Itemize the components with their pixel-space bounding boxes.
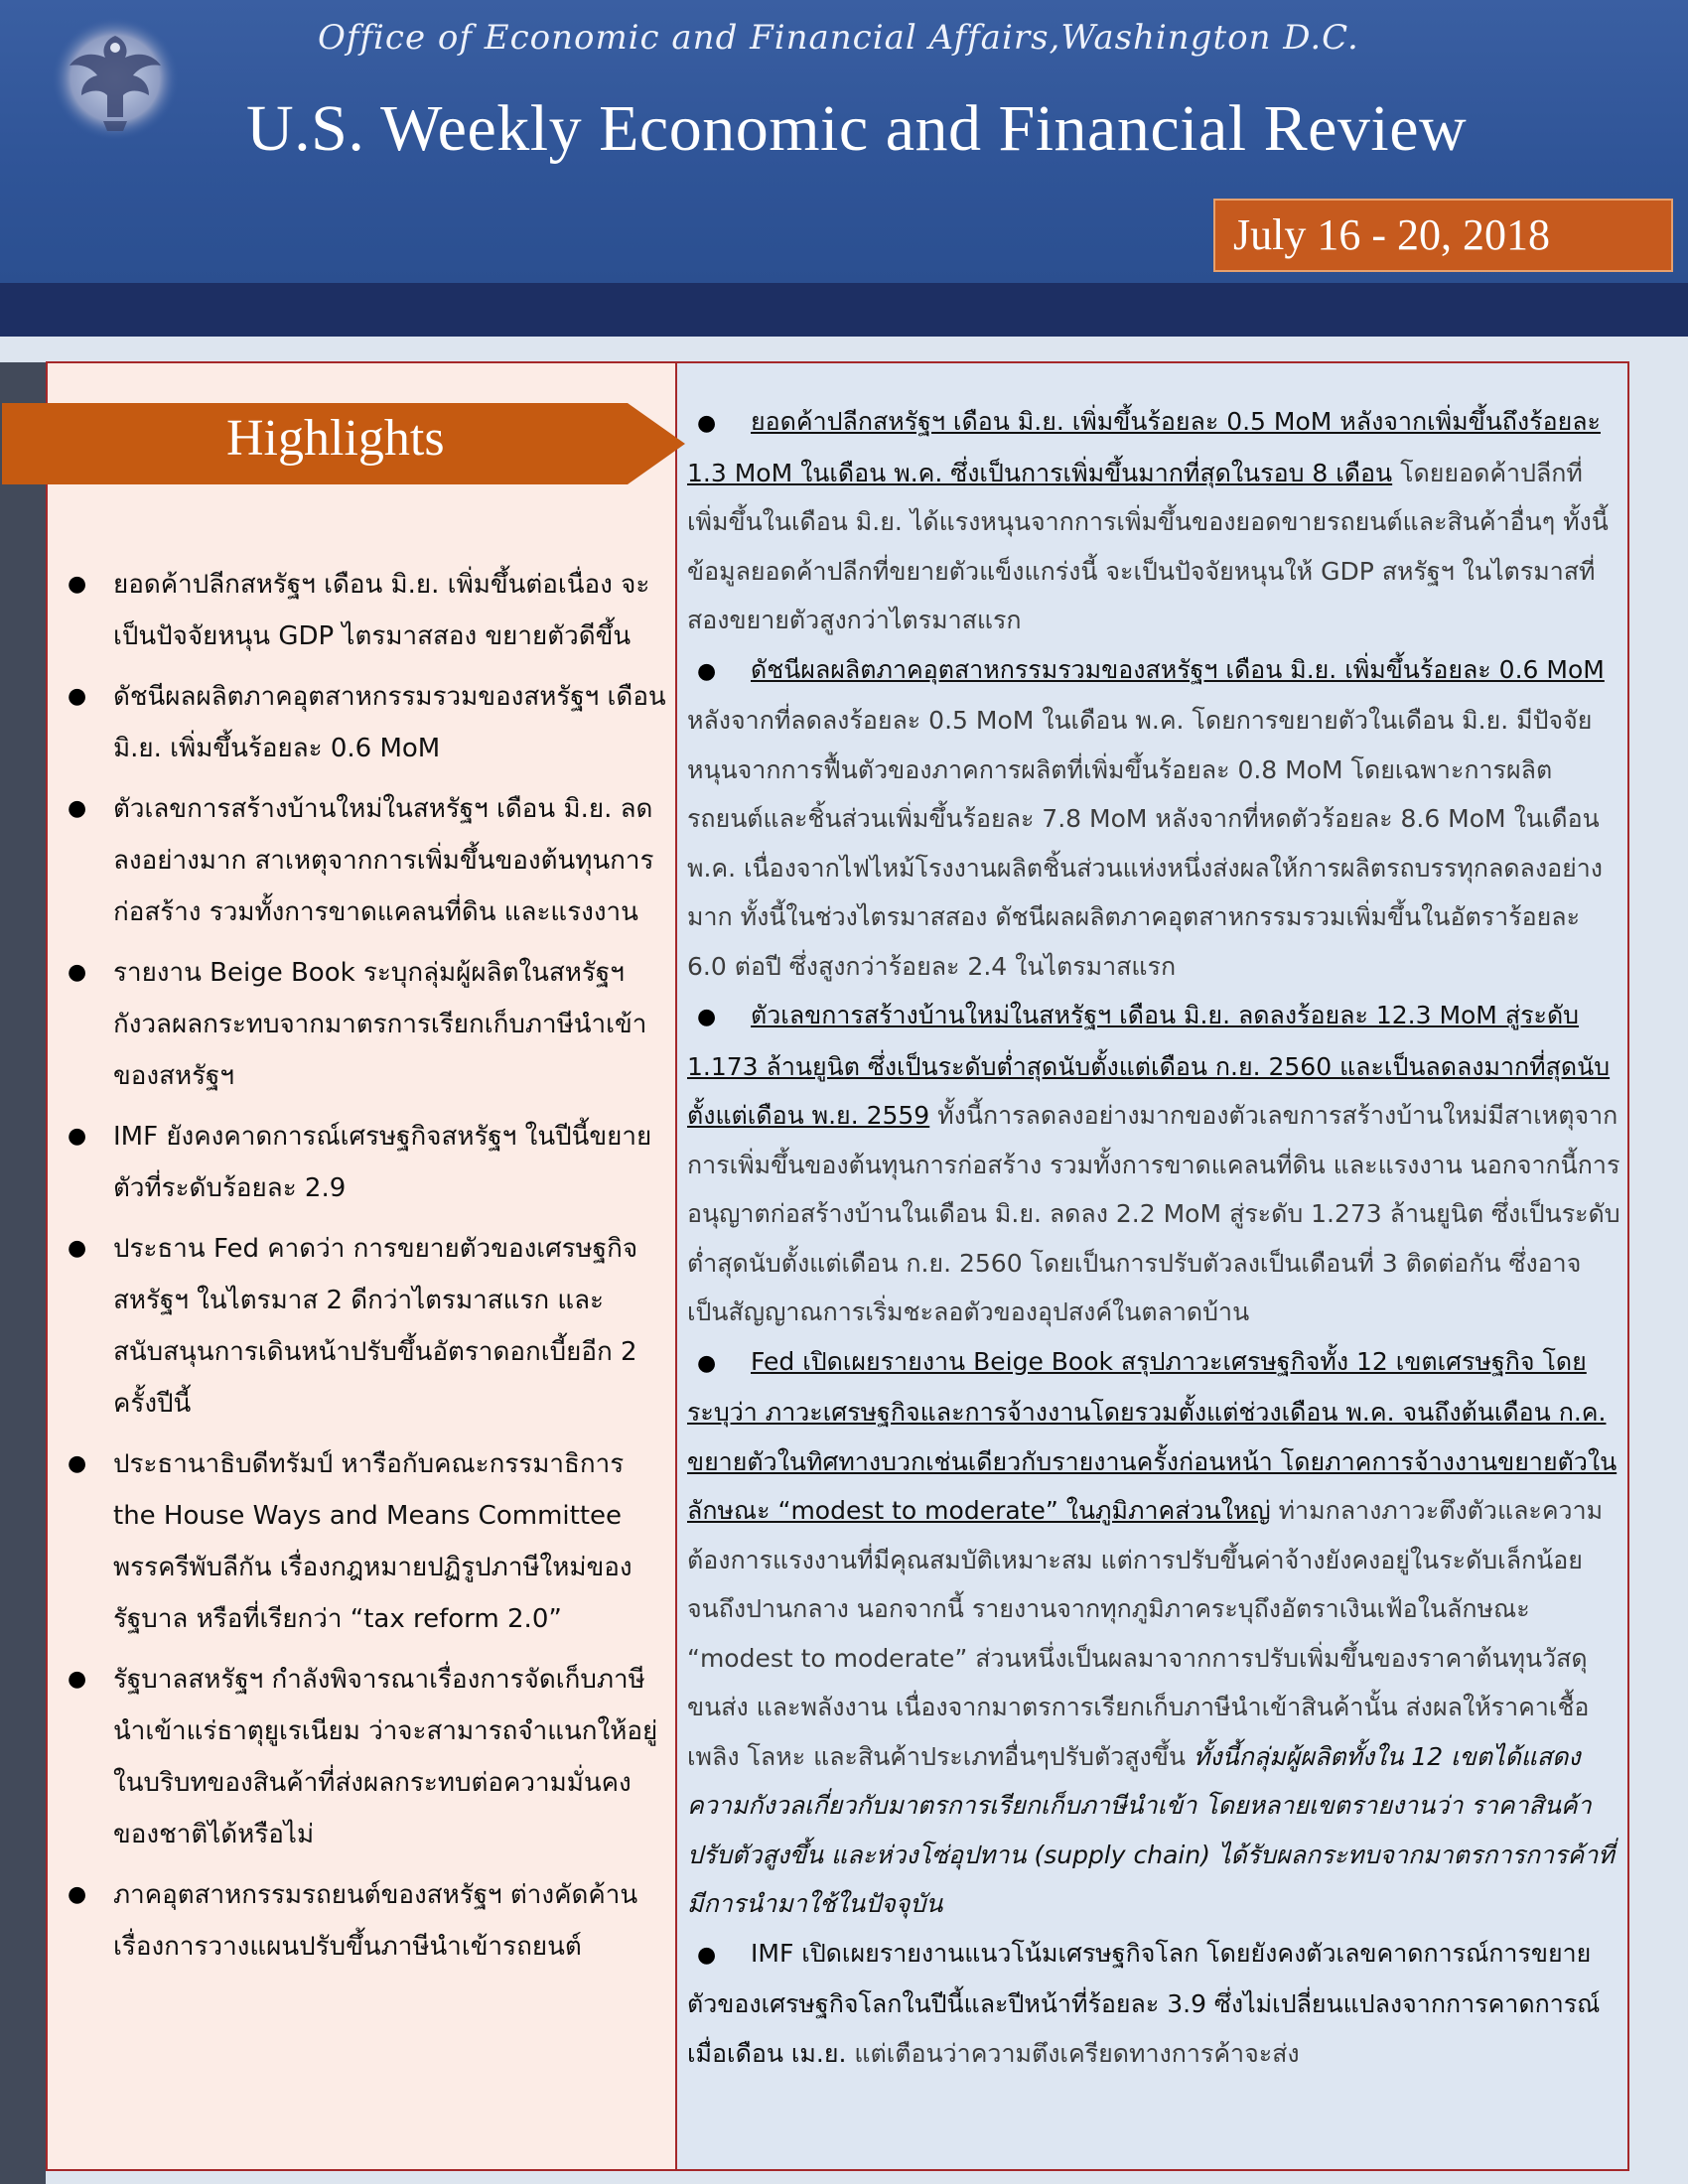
highlights-list — [62, 559, 667, 1981]
highlights-title: Highlights — [226, 410, 445, 467]
report-title: U.S. Weekly Economic and Financial Review — [246, 92, 1468, 165]
report-date: July 16 - 20, 2018 — [1213, 199, 1673, 272]
paragraph-retail-sales — [687, 397, 1620, 645]
bullet-icon: ● — [697, 411, 717, 436]
highlight-item: ● รัฐบาลสหรัฐฯ กำลังพิจารณาเรื่องการจัดเก็บภาษีนำเข้าแร่ธาตุยูเรเนียม ว่าจะสามารถจำแนกให้อยู่ในบริบทของสินค้าที่ส่งผลกระทบต่อความมั่นคงของชาติได้หรือไม่ — [62, 1654, 667, 1860]
paragraph-text: แต่เตือนว่าความตึงเครียดทางการค้าจะส่ง — [846, 2038, 1300, 2068]
highlight-item: ● ประธาน Fed คาดว่า การขยายตัวของเศรษฐกิจสหรัฐฯ ในไตรมาส 2 ดีกว่าไตรมาสแรก และสนับสนุนการเดินหน้าปรับขึ้นอัตราดอกเบี้ยอีก 2 ครั้งปีนี้ — [62, 1223, 667, 1430]
paragraph-text: ทั้งนี้การลดลงอย่างมากของตัวเลขการสร้างบ้านใหม่มีสาเหตุจากการเพิ่มขึ้นของต้นทุนการก่อสร้าง รวมทั้งการขาดแคลนที่ดิน และแรงงาน นอกจากนี้การอนุญาตก่อสร้างบ้านในเดือน มิ.ย. ลดลง 2.2 MoM สู่ระดับ 1.273 ล้านยูนิต ซึ่งเป็นระดับต่ำสุดนับตั้งแต่เดือน ก.ย. 2560 โดยเป็นการปรับตัวลงเป็นเดือนที่ 3 ติดต่อกัน ซึ่งอาจเป็นสัญญาณการเริ่มชะลอตัวของอุปสงค์ในตลาดบ้าน — [687, 1101, 1620, 1326]
paragraph-beige-book — [687, 1337, 1620, 1929]
paragraph-housing-starts — [687, 991, 1620, 1337]
highlight-item: ● ดัชนีผลผลิตภาคอุตสาหกรรมรวมของสหรัฐฯ เดือน มิ.ย. เพิ่มขึ้นร้อยละ 0.6 MoM — [62, 671, 667, 774]
bullet-icon: ● — [697, 1005, 717, 1029]
paragraph-text: หลังจากที่ลดลงร้อยละ 0.5 MoM ในเดือน พ.ค. โดยการขยายตัวในเดือน มิ.ย. มีปัจจัยหนุนจากการฟื้นตัวของภาคการผลิตที่เพิ่มขึ้นร้อยละ 0.8 MoM โดยเฉพาะการผลิตรถยนต์และชิ้นส่วนเพิ่มขึ้นร้อยละ 7.8 MoM หลังจากที่หดตัวร้อยละ 8.6 MoM ในเดือน พ.ค. เนื่องจากไฟไหม้โรงงานผลิตชิ้นส่วนแห่งหนึ่งส่งผลให้การผลิตรถบรรทุกลดลงอย่างมาก ทั้งนี้ในช่วงไตรมาสสอง ดัชนีผลผลิตภาคอุตสาหกรรมรวมเพิ่มขึ้นในอัตราร้อยละ 6.0 ต่อปี ซึ่งสูงกว่าร้อยละ 2.4 ในไตรมาสแรก — [687, 706, 1603, 981]
bullet-icon: ● — [697, 1350, 717, 1376]
header-divider-bar — [0, 283, 1688, 337]
highlight-item: ● รายงาน Beige Book ระบุกลุ่มผู้ผลิตในสหรัฐฯ กังวลผลกระทบจากมาตรการเรียกเก็บภาษีนำเข้าของสหรัฐฯ — [62, 947, 667, 1102]
eagle-seal-icon — [48, 14, 183, 143]
paragraph-text: ท่ามกลางภาวะตึงตัวและความต้องการแรงงานที่มีคุณสมบัติเหมาะสม แต่การปรับขึ้นค่าจ้างยังคงอยู่ในระดับเล็กน้อยจนถึงปานกลาง นอกจากนี้ รายงานจากทุกภูมิภาคระบุถึงอัตราเงินเฟ้อในลักษณะ “modest to moderate” ส่วนหนึ่งเป็นผลมาจากการปรับเพิ่มขึ้นของราคาต้นทุนวัสดุ ขนส่ง และพลังงาน เนื่องจากมาตรการเรียกเก็บภาษีนำเข้าสินค้านั้น ส่งผลให้ราคาเชื้อเพลิง โลหะ และสินค้าประเภทอื่นๆปรับตัวสูงขึ้น — [687, 1496, 1604, 1771]
highlight-item: ● ประธานาธิบดีทรัมป์ หารือกับคณะกรรมาธิการ the House Ways and Means Committee พรรครีพับลีกัน เรื่องกฎหมายปฏิรูปภาษีใหม่ของรัฐบาล หรือที่เรียกว่า “tax reform 2.0” — [62, 1438, 667, 1645]
paragraph-industrial-production — [687, 645, 1620, 992]
highlight-item: ● ยอดค้าปลีกสหรัฐฯ เดือน มิ.ย. เพิ่มขึ้นต่อเนื่อง จะเป็นปัจจัยหนุน GDP ไตรมาสสอง ขยายตัวดีขึ้น — [62, 559, 667, 662]
paragraph-imf-outlook — [687, 1929, 1620, 2079]
office-name: Office of Economic and Financial Affairs,Washington D.C. — [318, 18, 1359, 58]
report-header — [0, 0, 1688, 283]
bullet-icon: ● — [697, 658, 717, 684]
paragraph-lead: Fed เปิดเผยรายงาน Beige Book สรุปภาวะเศรษฐกิจทั้ง 12 เขตเศรษฐกิจ โดยระบุว่า ภาวะเศรษฐกิจและการจ้างงานโดยรวมตั้งแต่ช่วงเดือน พ.ค. จนถึงต้นเดือน ก.ค. ขยายตัวในทิศทางบวกเช่นเดียวกับรายงานครั้งก่อนหน้า โดยภาคการจ้างงานขยายตัวในลักษณะ “modest to moderate” ในภูมิภาคส่วนใหญ่ — [687, 1346, 1618, 1525]
highlights-panel — [48, 363, 677, 2169]
paragraph-lead: IMF เปิดเผยรายงานแนวโน้มเศรษฐกิจโลก โดยยังคงตัวเลขคาดการณ์การขยายตัวของเศรษฐกิจโลกในปีนี้และปีหน้าที่ร้อยละ 3.9 ซึ่งไม่เปลี่ยนแปลงจากการคาดการณ์เมื่อเดือน เม.ย. — [687, 1938, 1601, 2068]
bullet-icon: ● — [697, 1942, 717, 1968]
left-margin-strip — [0, 362, 46, 2184]
article-body — [687, 397, 1620, 2078]
highlight-item: ● ภาคอุตสาหกรรมรถยนต์ของสหรัฐฯ ต่างคัดค้านเรื่องการวางแผนปรับขึ้นภาษีนำเข้ารถยนต์ — [62, 1869, 667, 1973]
content-frame — [46, 361, 1629, 2171]
paragraph-lead: ดัชนีผลผลิตภาคอุตสาหกรรมรวมของสหรัฐฯ เดือน มิ.ย. เพิ่มขึ้นร้อยละ 0.6 MoM — [751, 654, 1605, 684]
paragraph-lead: ยอดค้าปลีกสหรัฐฯ เดือน มิ.ย. เพิ่มขึ้นร้อยละ 0.5 MoM หลังจากเพิ่มขึ้นถึงร้อยละ 1.3 MoM ในเดือน พ.ค. ซึ่งเป็นการเพิ่มขึ้นมากที่สุดในรอบ 8 เดือน — [687, 407, 1601, 487]
highlight-item: ● ตัวเลขการสร้างบ้านใหม่ในสหรัฐฯ เดือน มิ.ย. ลดลงอย่างมาก สาเหตุจากการเพิ่มขึ้นของต้นทุนการก่อสร้าง รวมทั้งการขาดแคลนที่ดิน และแรงงาน — [62, 783, 667, 938]
paragraph-text: โดยยอดค้าปลีกที่เพิ่มขึ้นในเดือน มิ.ย. ได้แรงหนุนจากการเพิ่มขึ้นของยอดขายรถยนต์และสินค้าอื่นๆ ทั้งนี้ข้อมูลยอดค้าปลีกที่ขยายตัวแข็งแกร่งนี้ จะเป็นปัจจัยหนุนให้ GDP สหรัฐฯ ในไตรมาสที่สองขยายตัวสูงกว่าไตรมาสแรก — [687, 458, 1609, 634]
paragraph-italic-text: ทั้งนี้กลุ่มผู้ผลิตทั้งใน 12 เขตได้แสดงความกังวลเกี่ยวกับมาตรการเรียกเก็บภาษีนำเข้า โดยหลายเขตรายงานว่า ราคาสินค้าปรับตัวสูงขึ้น และห่วงโซ่อุปทาน (supply chain) ได้รับผลกระทบจากมาตรการการค้าที่มีการนำมาใช้ในปัจจุบัน — [687, 1741, 1615, 1918]
paragraph-lead: ตัวเลขการสร้างบ้านใหม่ในสหรัฐฯ เดือน มิ.ย. ลดลงร้อยละ 12.3 MoM สู่ระดับ 1.173 ล้านยูนิต ซึ่งเป็นระดับต่ำสุดนับตั้งแต่เดือน ก.ย. 2560 และเป็นลดลงมากที่สุดนับตั้งแต่เดือน พ.ย. 2559 — [687, 1001, 1611, 1130]
highlight-item: ● IMF ยังคงคาดการณ์เศรษฐกิจสหรัฐฯ ในปีนี้ขยายตัวที่ระดับร้อยละ 2.9 — [62, 1111, 667, 1214]
